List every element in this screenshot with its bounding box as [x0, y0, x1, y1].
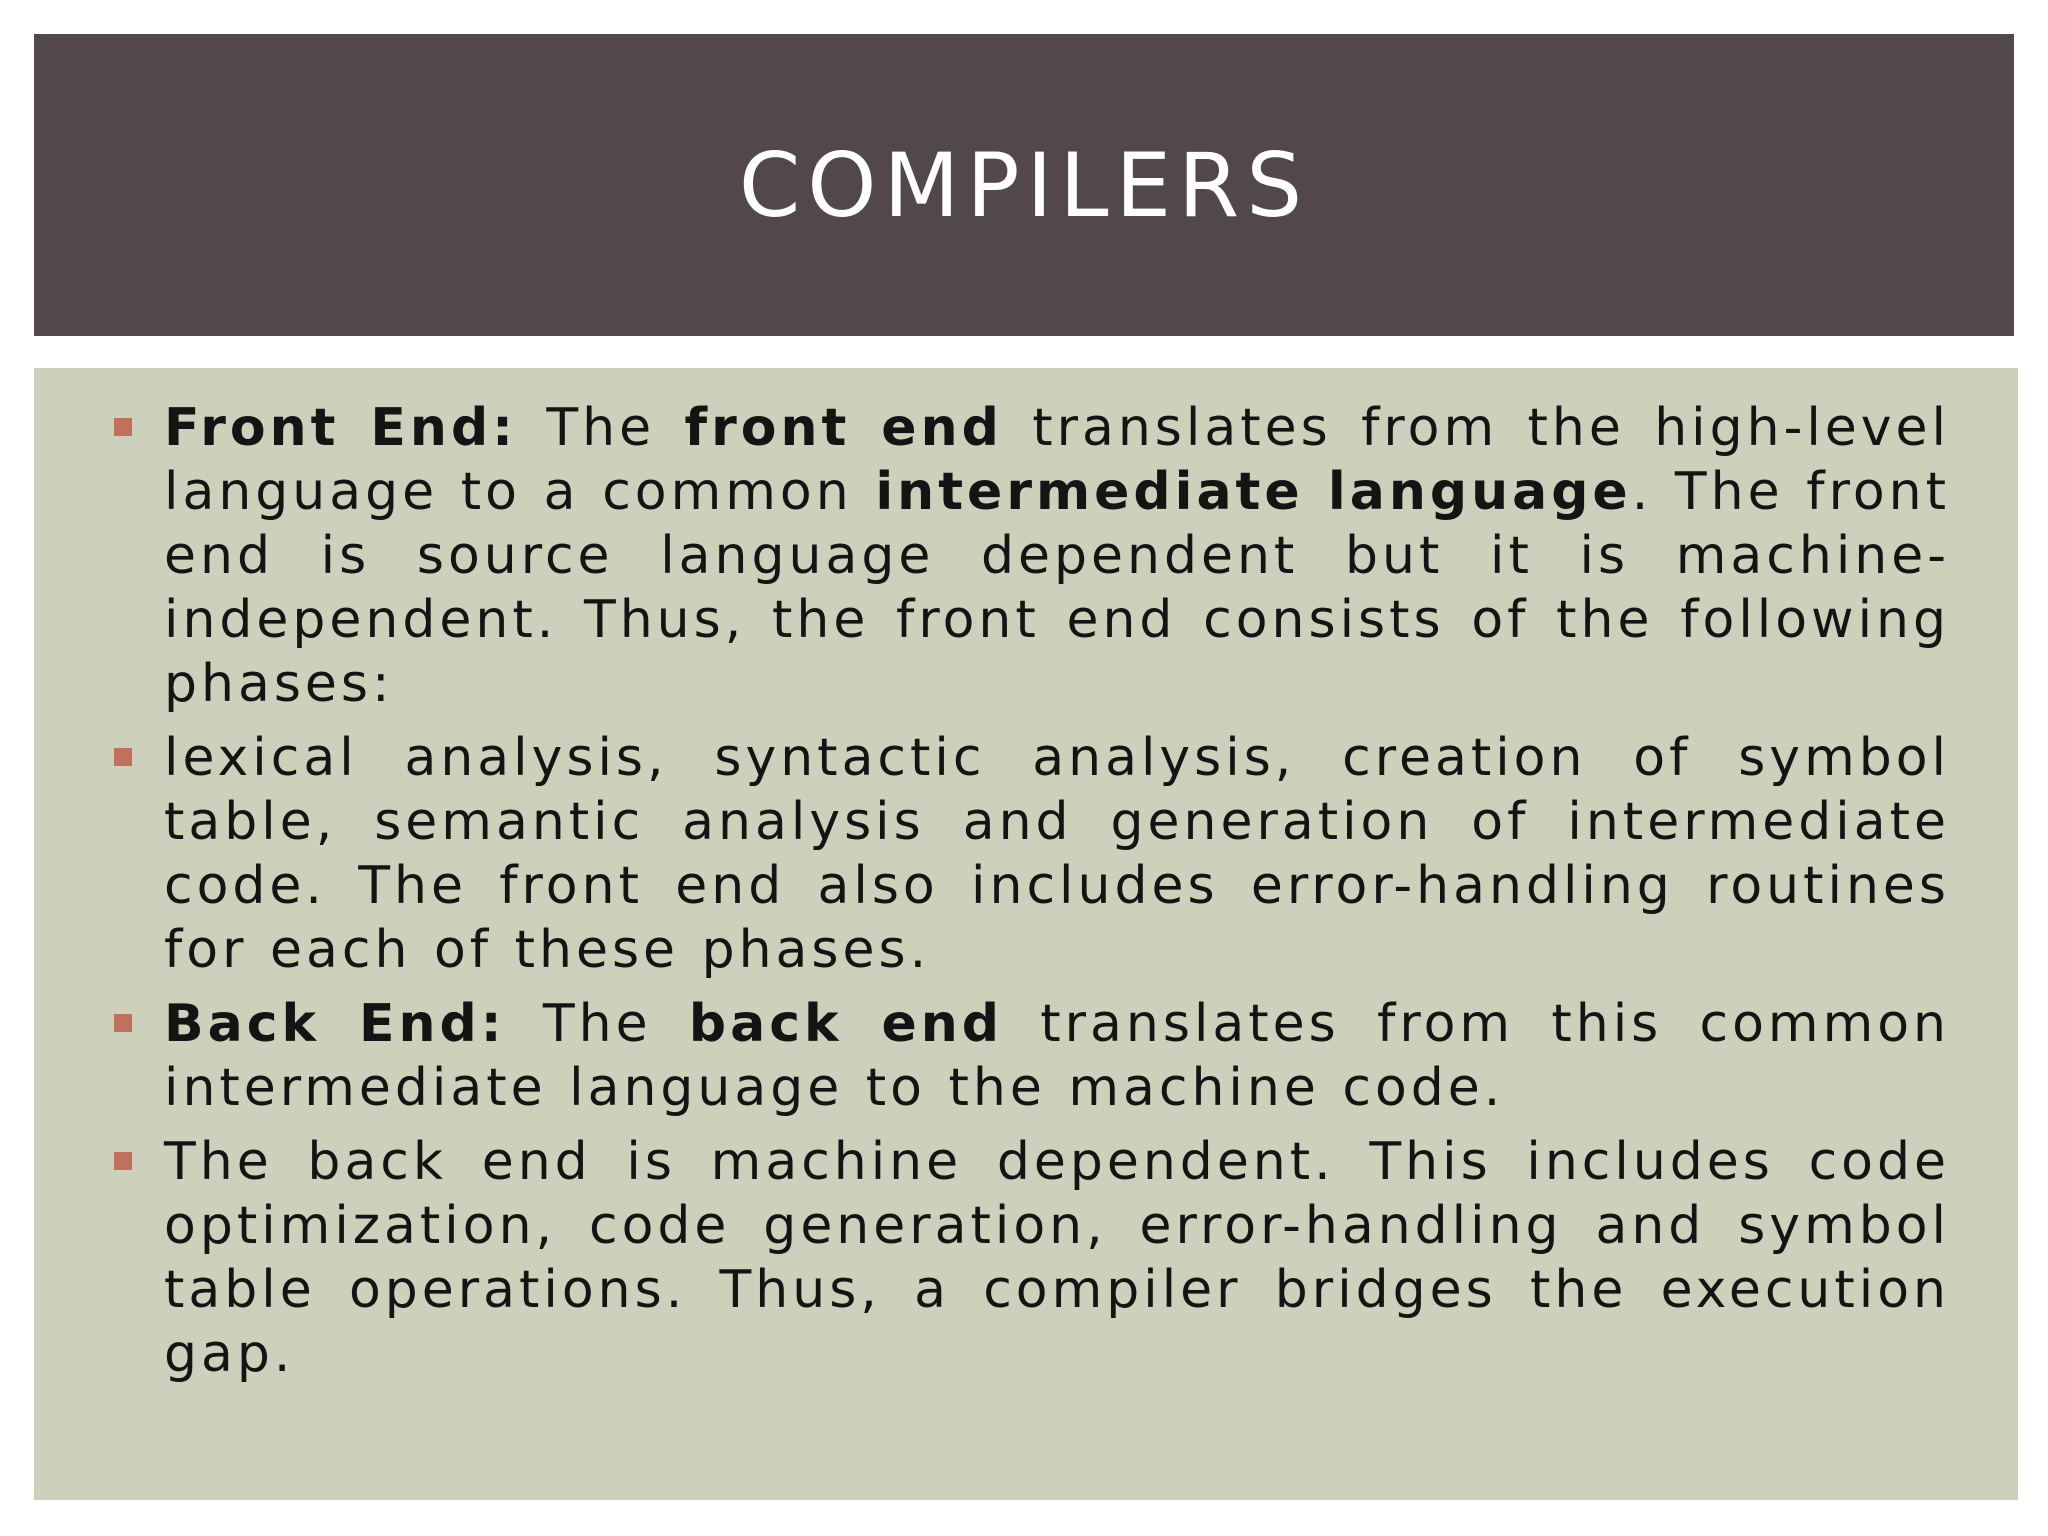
content-panel: [34, 368, 2018, 1500]
square-bullet-icon: [114, 748, 132, 766]
bullet-text-segment: The: [505, 994, 689, 1054]
slide-title: COMPILERS: [738, 133, 1310, 237]
bullet-text-segment: intermediate language: [875, 462, 1632, 522]
bullet-text-segment: translates from the high-level language to a common: [164, 398, 1950, 522]
bullet-text-segment: lexical analysis, syntactic analysis, creation of symbol table, semantic analysis and generation of intermediate code. The front end also includes error-handling routines for each of these phases.: [164, 728, 1950, 980]
square-bullet-icon: [114, 1152, 132, 1170]
bullet-text-segment: Front End:: [164, 398, 517, 458]
bullet-item-front-end: [164, 396, 1950, 716]
bullet-text-segment: The back end is machine dependent. This includes code optimization, code generation, error-handling and symbol table operations. Thus, a compiler bridges the execution gap.: [164, 1132, 1950, 1384]
bullet-item-back-end: [164, 992, 1950, 1120]
square-bullet-icon: [114, 1014, 132, 1032]
title-bar: [34, 34, 2014, 336]
bullet-list: [164, 396, 1950, 1396]
bullet-item-front-end-phases: [164, 726, 1950, 982]
square-bullet-icon: [114, 418, 132, 436]
bullet-item-back-end-details: [164, 1130, 1950, 1386]
bullet-text-segment: . The front end is source language dependent but it is machine-independent. Thus, the front end consists of the following phases:: [164, 462, 1950, 714]
bullet-text-segment: The: [516, 398, 685, 458]
bullet-text-segment: translates from this common intermediate language to the machine code.: [164, 994, 1951, 1118]
bullet-text-segment: front end: [684, 398, 1003, 458]
bullet-text-segment: back end: [688, 994, 1003, 1054]
bullet-text-segment: Back End:: [164, 994, 506, 1054]
